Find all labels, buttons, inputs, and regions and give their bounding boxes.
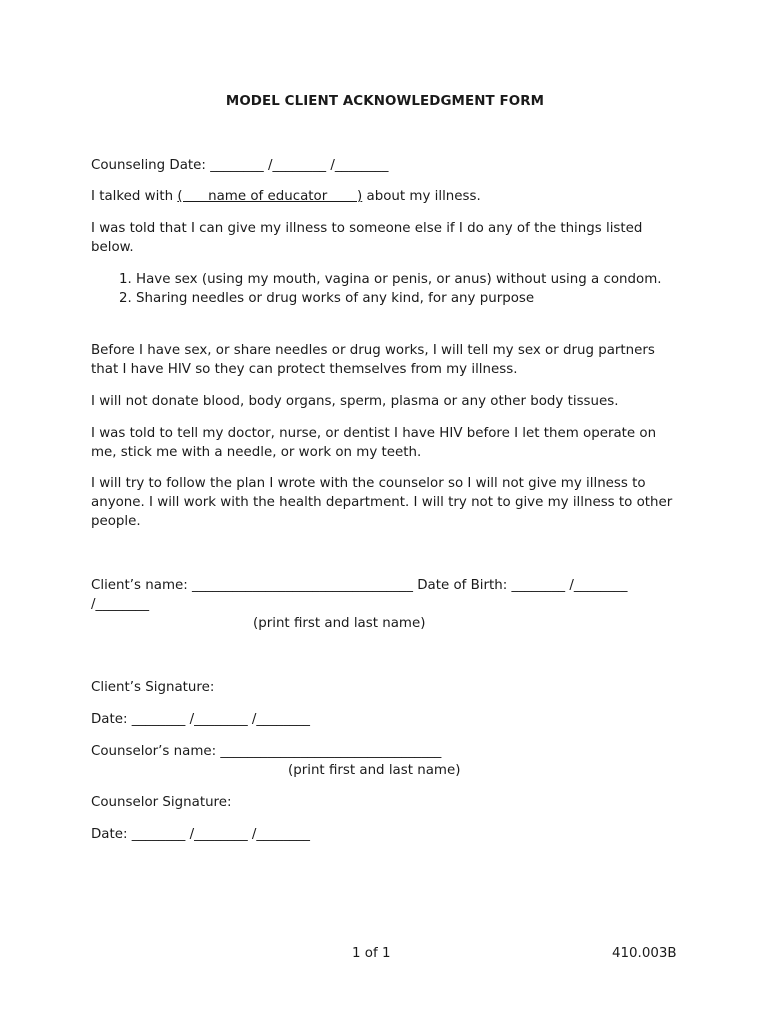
counselor-signature-label: Counselor Signature: (91, 795, 232, 810)
talked-with-prefix: I talked with (91, 189, 178, 204)
tell-doctor-paragraph: I was told to tell my doctor, nurse, or dentist I have HIV before I let them operate on me, stick me with a needle, or work on my teeth. (91, 426, 657, 460)
risk-list (91, 270, 716, 308)
counselor-name-note: (print first and last name) (288, 763, 461, 778)
no-donate-paragraph: I will not donate blood, body organs, sperm, plasma or any other body tissues. (91, 394, 619, 409)
talked-with-line (91, 187, 691, 206)
list-item: 1. Have sex (using my mouth, vagina or penis, or anus) without using a condom. (136, 270, 716, 289)
client-name-note: (print first and last name) (253, 616, 426, 631)
list-item: 2. Sharing needles or drug works of any kind, for any purpose (136, 289, 716, 308)
tell-partners-paragraph: Before I have sex, or share needles or drug works, I will tell my sex or drug partners that I have HIV so they can protect themselves from my illness. (91, 343, 655, 377)
talked-with-suffix: about my illness. (362, 189, 481, 204)
told-paragraph: I was told that I can give my illness to someone else if I do any of the things listed below. (91, 221, 643, 255)
client-date-line: Date: ________ /________ /________ (91, 712, 310, 727)
follow-plan-paragraph: I will try to follow the plan I wrote with the counselor so I will not give my illness to anyone. I will work with the health department. I will try not to give my illness to other people. (91, 476, 673, 529)
counselor-name-line: Counselor’s name: _________________________________ (91, 744, 442, 759)
form-title: MODEL CLIENT ACKNOWLEDGMENT FORM (225, 94, 545, 109)
counselor-date-line: Date: ________ /________ /________ (91, 827, 310, 842)
client-name-line: Client’s name: _________________________________ Date of Birth: ________ /________ /________ (91, 578, 628, 612)
client-signature-label: Client’s Signature: (91, 680, 215, 695)
form-code: 410.003B (612, 946, 677, 961)
page-number: 1 of 1 (352, 946, 391, 961)
counseling-date-line: Counseling Date: ________ /________ /________ (91, 158, 389, 173)
educator-name-field: ( name of educator ) (177, 189, 363, 204)
